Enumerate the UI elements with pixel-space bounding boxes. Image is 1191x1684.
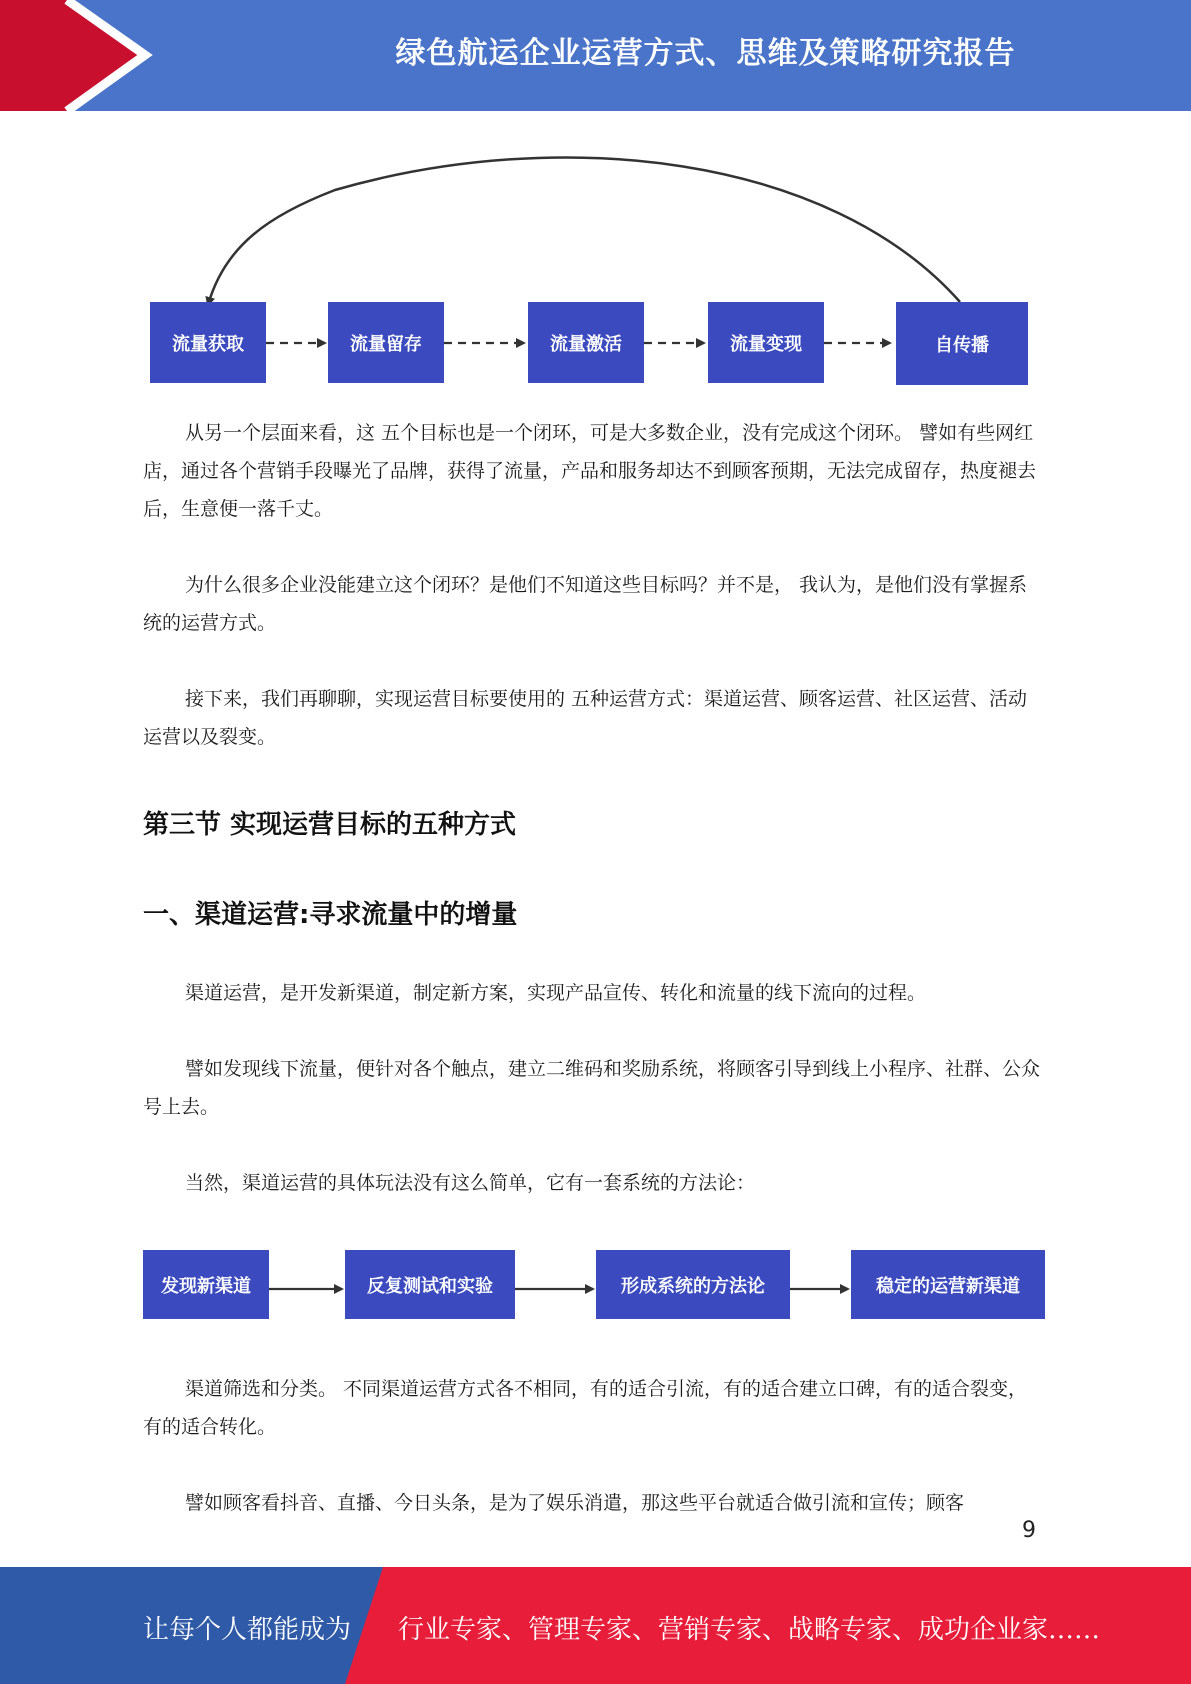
loop-box-retain: 流量留存 [328,302,444,383]
flow-box-stable-channel: 稳定的运营新渠道 [851,1250,1045,1319]
flow-box-discover: 发现新渠道 [143,1250,269,1319]
paragraph-channel-filtering: 渠道筛选和分类。 不同渠道运营方式各不相同，有的适合引流，有的适合建立口碑，有的适合裂变，有的适合转化。 [143,1378,1028,1438]
paragraph-why-no-loop: 为什么很多企业没能建立这个闭环？是他们不知道这些目标吗？并不是， 我认为，是他们没有掌握系统的运营方式。 [143,574,1028,634]
paragraph-methodology-intro: 当然，渠道运营的具体玩法没有这么简单，它有一套系统的方法论： [185,1172,756,1194]
footer-slogan-right: 行业专家、管理专家、营销专家、战略专家、成功企业家…… [398,1615,1101,1645]
loop-box-monetize: 流量变现 [708,302,824,383]
traffic-loop-diagram [140,145,1040,395]
paragraph-channel-definition: 渠道运营，是开发新渠道，制定新方案，实现产品宣传、转化和流量的线下流向的过程。 [185,982,927,1004]
header-banner [0,0,1191,111]
methodology-flow-diagram [140,1245,1050,1325]
paragraph-offline-example: 譬如发现线下流量，便针对各个触点，建立二维码和奖励系统，将顾客引导到线上小程序、社群、公众号上去。 [143,1058,1041,1118]
loop-box-activate: 流量激活 [528,302,644,383]
footer-slogan-left: 让每个人都能成为 [143,1615,352,1645]
loop-box-self-spread: 自传播 [896,302,1028,385]
paragraph-closed-loop: 从另一个层面来看，这 五个目标也是一个闭环，可是大多数企业，没有完成这个闭环。 譬如有些网红店，通过各个营销手段曝光了品牌，获得了流量，产品和服务却达不到顾客预期，无法完成留存，热度褪去后，生意便一落千丈。 [143,422,1037,520]
feedback-arc [208,157,960,305]
section-heading: 第三节 实现运营目标的五种方式 [143,810,517,840]
flow-box-test: 反复测试和实验 [345,1250,515,1319]
paragraph-platform-example: 譬如顾客看抖音、直播、今日头条，是为了娱乐消遣，那这些平台就适合做引流和宣传；顾客 [185,1492,965,1514]
header-arrow-decoration [0,0,160,111]
loop-box-acquire: 流量获取 [150,302,266,383]
paragraph-five-methods: 接下来，我们再聊聊，实现运营目标要使用的 五种运营方式：渠道运营、顾客运营、社区运营、活动运营以及裂变。 [143,688,1028,748]
footer-banner [0,1567,1191,1684]
page-number: 9 [1022,1518,1036,1543]
sub-heading-channel-operation: 一、渠道运营:寻求流量中的增量 [143,900,518,930]
flow-box-methodology: 形成系统的方法论 [596,1250,790,1319]
document-title: 绿色航运企业运营方式、思维及策略研究报告 [395,36,1016,71]
